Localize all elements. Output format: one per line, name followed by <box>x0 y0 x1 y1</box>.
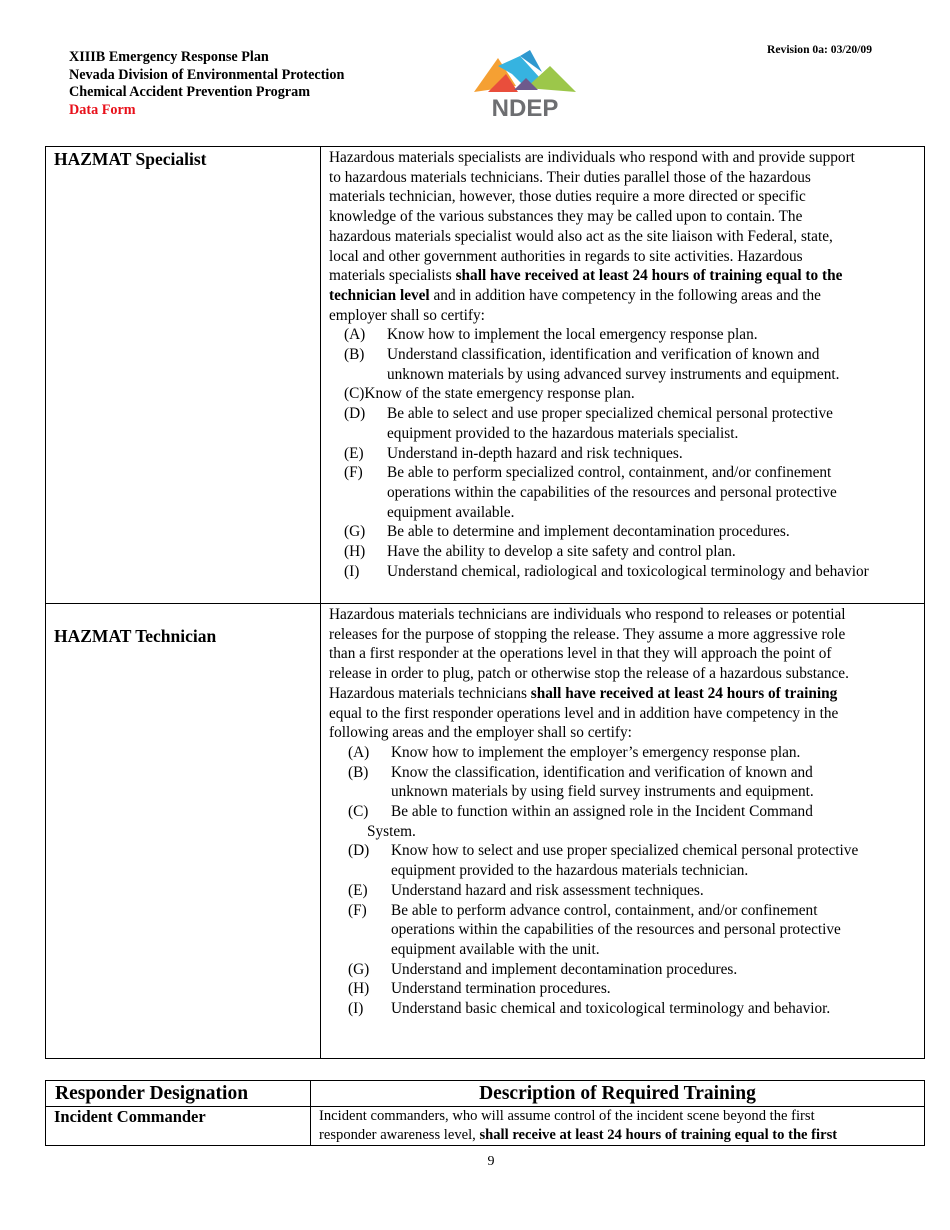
technician-label: HAZMAT Technician <box>54 626 217 646</box>
list-item: (I) Understand basic chemical and toxicological terminology and behavior. <box>348 1000 831 1018</box>
specialist-row <box>46 147 925 604</box>
list-item: (E) Understand in-depth hazard and risk techniques. <box>344 444 683 462</box>
header-form-label: Data Form <box>69 101 136 118</box>
text-line: materials specialists shall have received at least 24 hours of training equal to the <box>329 267 843 285</box>
technician-description-cell <box>321 604 925 1059</box>
list-item: (D) Know how to select and use proper specialized chemical personal protective equipment provided to the hazardous materials technician. <box>348 842 859 880</box>
text-line: technician level and in addition have competency in the following areas and the <box>329 286 821 304</box>
specialist-label: HAZMAT Specialist <box>54 149 207 169</box>
list-item: (F) Be able to perform advance control, containment, and/or confinement operations within the capabilities of the resources and personal protective equipment available with the unit. <box>348 901 841 958</box>
list-item: (B) Know the classification, identification and verification of known and unknown materials by using field survey instruments and equipment. <box>348 763 814 801</box>
logo-text: NDEP <box>491 95 559 122</box>
incident-commander-description-cell <box>311 1107 925 1146</box>
text-line: hazardous materials specialist would also act as the site liaison with Federal, state, <box>329 227 833 245</box>
ndep-logo <box>468 46 582 122</box>
text-line: release in order to plug, patch or otherwise stop the release of a hazardous substance. <box>329 665 849 683</box>
document-header <box>69 49 344 119</box>
list-item: (E) Understand hazard and risk assessment techniques. <box>348 881 704 899</box>
column-header-designation: Responder Designation <box>46 1081 311 1107</box>
list-item: (G) Be able to determine and implement decontamination procedures. <box>344 523 790 541</box>
text-line: Incident commanders, who will assume control of the incident scene beyond the first <box>319 1108 815 1124</box>
text-line: employer shall so certify: <box>329 306 485 324</box>
technician-description <box>321 604 924 1019</box>
table-row <box>46 1107 925 1146</box>
column-header-description: Description of Required Training <box>311 1081 925 1107</box>
specialist-description-cell <box>321 147 925 604</box>
technician-requirements-list <box>329 743 924 1019</box>
list-item: (B) Understand classification, identification and verification of known and unknown materials by using advanced survey instruments and equipment. <box>344 346 840 383</box>
header-division: Nevada Division of Environmental Protection <box>69 66 345 83</box>
text-line: local and other government authorities in regards to site activities. Hazardous <box>329 247 803 265</box>
list-item: (G) Understand and implement decontamination procedures. <box>348 960 738 978</box>
revision-label: Revision 0a: 03/20/09 <box>767 43 872 56</box>
responder-training-table <box>45 1080 925 1146</box>
table-header-row <box>46 1081 925 1107</box>
text-line: Hazardous materials technicians are individuals who respond to releases or potential <box>329 606 846 623</box>
list-item: (H) Have the ability to develop a site safety and control plan. <box>344 543 736 561</box>
text-line: knowledge of the various substances they may be called upon to contain. The <box>329 208 803 226</box>
incident-commander-label-cell <box>46 1107 311 1146</box>
list-item: (A) Know how to implement the employer’s emergency response plan. <box>348 743 801 761</box>
specialist-description <box>321 147 924 581</box>
specialist-label-cell <box>46 147 321 604</box>
list-item: (C)Know of the state emergency response plan. <box>344 385 635 403</box>
text-line: materials technician, however, those duties require a more directed or specific <box>329 188 806 206</box>
text-line: than a first responder at the operations level in that they will approach the point of <box>329 645 832 663</box>
header-program: Chemical Accident Prevention Program <box>69 84 311 101</box>
technician-row <box>46 604 925 1059</box>
page-number: 9 <box>487 1154 495 1169</box>
text-line: to hazardous materials technicians. Their duties parallel those of the hazardous <box>329 168 811 186</box>
list-item: (D) Be able to select and use proper specialized chemical personal protective equipment provided to the hazardous materials specialist. <box>344 405 833 442</box>
text-line: equal to the first responder operations level and in addition have competency in the <box>329 704 839 722</box>
technician-label-cell <box>46 604 321 1059</box>
list-item: (F) Be able to perform specialized control, containment, and/or confinement operations within the capabilities of the resources and personal protective equipment available. <box>344 464 837 521</box>
incident-commander-label: Incident Commander <box>54 1107 206 1126</box>
text-line: Hazardous materials specialists are individuals who respond with and provide support <box>329 149 855 166</box>
list-item: (A) Know how to implement the local emergency response plan. <box>344 326 758 344</box>
text-line: Hazardous materials technicians shall have received at least 24 hours of training <box>329 684 838 702</box>
incident-commander-description <box>311 1107 924 1145</box>
text-line: responder awareness level, shall receive at least 24 hours of training equal to the first <box>319 1127 838 1144</box>
specialist-requirements-list <box>329 325 924 581</box>
text-line: following areas and the employer shall so certify: <box>329 724 632 742</box>
hazmat-training-table <box>45 146 925 1059</box>
list-item: (H) Understand termination procedures. <box>348 980 611 998</box>
list-item: (C) Be able to function within an assigned role in the Incident Command System. <box>348 803 813 840</box>
text-line: releases for the purpose of stopping the release. They assume a more aggressive role <box>329 625 846 643</box>
header-title: XIIIB Emergency Response Plan <box>69 49 269 65</box>
list-item: (I) Understand chemical, radiological and toxicological terminology and behavior <box>344 562 869 580</box>
